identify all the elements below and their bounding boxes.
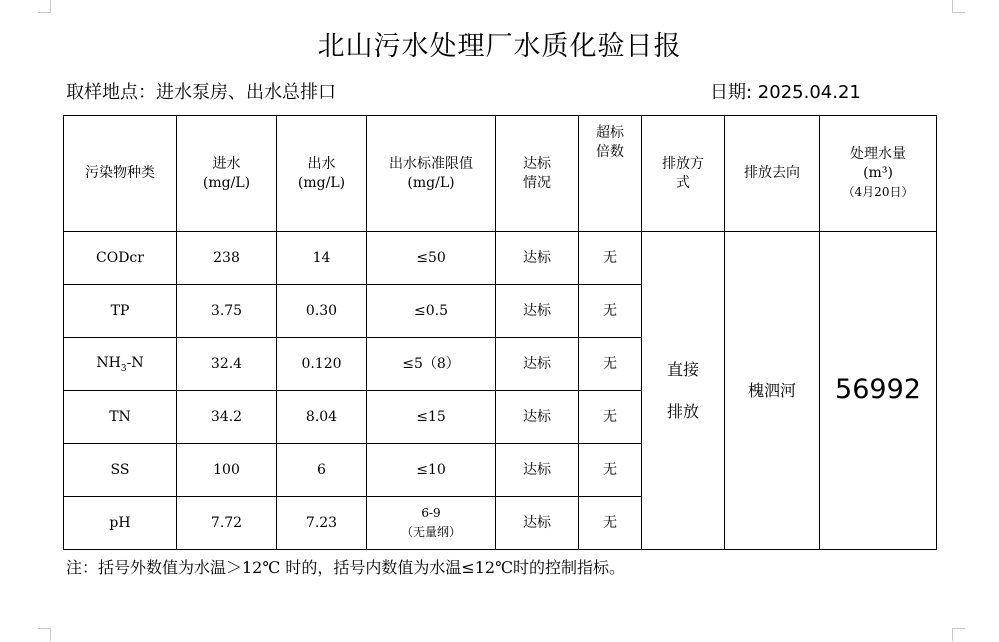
limit-value: ≤5（8）: [367, 338, 496, 391]
pollutant-name: TN: [64, 391, 177, 444]
page-corner-mark: [952, 628, 965, 641]
influent-value: 100: [177, 444, 277, 497]
header-exceed: 超标 倍数: [579, 116, 642, 232]
header-status: 达标 情况: [496, 116, 579, 232]
exceed-value: 无: [579, 444, 642, 497]
effluent-value: 0.120: [277, 338, 367, 391]
effluent-value: 8.04: [277, 391, 367, 444]
limit-value: ≤0.5: [367, 285, 496, 338]
status-value: 达标: [496, 391, 579, 444]
discharge-mode-value: 直接 排放: [642, 232, 725, 550]
report-date: 日期: 2025.04.21: [710, 82, 861, 103]
effluent-value: 7.23: [277, 497, 367, 550]
pollutant-name: $NH_3-N$: [64, 338, 177, 391]
status-value: 达标: [496, 497, 579, 550]
header-discharge-mode: 排放方 式: [642, 116, 725, 232]
influent-value: 32.4: [177, 338, 277, 391]
pollutant-name: TP: [64, 285, 177, 338]
header-destination: 排放去向: [725, 116, 820, 232]
table-header-row: [64, 116, 937, 232]
table-row: [64, 232, 937, 285]
footnote: 注：括号外数值为水温＞12℃ 时的，括号内数值为水温≤12℃时的控制指标。: [66, 558, 626, 577]
exceed-value: 无: [579, 232, 642, 285]
influent-value: 7.72: [177, 497, 277, 550]
header-effluent: 出水 (mg/L): [277, 116, 367, 232]
influent-value: 34.2: [177, 391, 277, 444]
pollutant-name: CODcr: [64, 232, 177, 285]
page-corner-mark: [38, 0, 51, 13]
effluent-value: 0.30: [277, 285, 367, 338]
limit-value: ≤15: [367, 391, 496, 444]
report-title: 北山污水处理厂水质化验日报: [317, 31, 682, 62]
sampling-location: 取样地点：进水泵房、出水总排口: [66, 82, 336, 103]
status-value: 达标: [496, 338, 579, 391]
limit-value: ≤10: [367, 444, 496, 497]
status-value: 达标: [496, 444, 579, 497]
effluent-value: 14: [277, 232, 367, 285]
water-quality-table: [63, 115, 937, 550]
status-value: 达标: [496, 285, 579, 338]
header-influent: 进水 (mg/L): [177, 116, 277, 232]
exceed-value: 无: [579, 391, 642, 444]
page-corner-mark: [952, 0, 965, 13]
limit-value: ≤50: [367, 232, 496, 285]
header-pollutant: 污染物种类: [64, 116, 177, 232]
exceed-value: 无: [579, 497, 642, 550]
header-volume: 处理水量 (m³) （4月20日）: [820, 116, 937, 232]
exceed-value: 无: [579, 338, 642, 391]
status-value: 达标: [496, 232, 579, 285]
pollutant-name: SS: [64, 444, 177, 497]
effluent-value: 6: [277, 444, 367, 497]
volume-value: 56992: [820, 232, 937, 550]
exceed-value: 无: [579, 285, 642, 338]
pollutant-name: pH: [64, 497, 177, 550]
influent-value: 3.75: [177, 285, 277, 338]
page-corner-mark: [38, 628, 51, 641]
destination-value: 槐泗河: [725, 232, 820, 550]
header-limit: 出水标准限值 (mg/L): [367, 116, 496, 232]
limit-value: 6-9 （无量纲）: [367, 497, 496, 550]
influent-value: 238: [177, 232, 277, 285]
